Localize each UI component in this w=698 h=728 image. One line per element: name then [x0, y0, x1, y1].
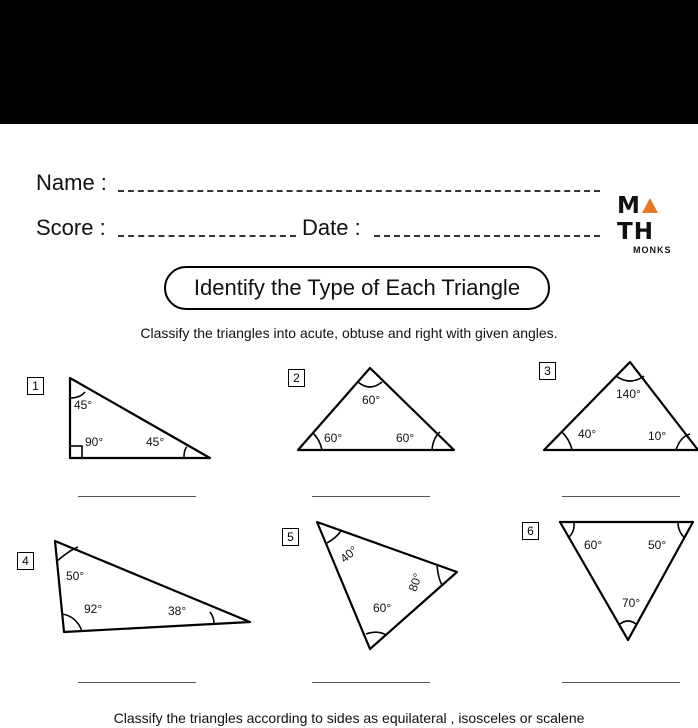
problem-number-3: 3 — [539, 362, 556, 380]
angle-label-1b: 90° — [85, 435, 104, 449]
logo-text-m: M — [617, 193, 641, 219]
right-angle-mark-1 — [70, 446, 82, 458]
angle-label-6b: 50° — [648, 538, 667, 552]
triangle-6 — [560, 522, 693, 640]
angle-label-3c: 10° — [648, 429, 667, 443]
angle-arc-4c — [210, 612, 214, 624]
title-text: Identify the Type of Each Triangle — [193, 275, 521, 300]
date-label: Date : — [302, 215, 361, 240]
angle-label-5c: 60° — [373, 601, 392, 615]
angle-label-2a: 60° — [362, 393, 381, 407]
instruction-top: Classify the triangles into acute, obtuse and right with given angles. — [140, 325, 558, 341]
problem-number-2: 2 — [288, 369, 305, 387]
angle-label-1a: 45° — [74, 398, 93, 412]
angle-arc-5b — [437, 565, 442, 585]
angle-label-5b: 80° — [405, 571, 425, 594]
logo-subtext: MONKS — [633, 245, 672, 255]
angle-label-2b: 60° — [324, 431, 343, 445]
angle-arc-5a — [327, 531, 341, 543]
angle-arc-6c — [620, 621, 636, 624]
problem-number-5: 5 — [282, 528, 299, 546]
angle-label-4a: 50° — [66, 569, 85, 583]
angle-arc-3a — [616, 376, 644, 381]
problem-number-4: 4 — [17, 552, 34, 570]
triangle-4 — [55, 541, 250, 632]
angle-label-1c: 45° — [146, 435, 165, 449]
angle-label-6a: 60° — [584, 538, 603, 552]
score-label: Score : — [36, 215, 106, 240]
angle-arc-6b — [678, 522, 685, 538]
angle-arc-1c — [184, 447, 187, 458]
problem-number-1: 1 — [27, 377, 44, 395]
triangle-5 — [317, 522, 457, 649]
angle-arc-5c — [366, 632, 386, 635]
angle-arc-4a — [57, 547, 78, 561]
angle-arc-4b — [62, 614, 82, 631]
angle-arc-3b — [562, 432, 572, 450]
triangle-2 — [298, 368, 454, 450]
angle-label-4c: 38° — [168, 604, 187, 618]
angle-label-3b: 40° — [578, 427, 597, 441]
angle-label-6c: 70° — [622, 596, 641, 610]
name-label: Name : — [36, 170, 107, 195]
angle-arc-2b — [313, 433, 322, 450]
angle-label-4b: 92° — [84, 602, 103, 616]
logo-text-th: TH — [617, 219, 654, 245]
problem-number-6: 6 — [522, 522, 539, 540]
angle-arc-2a — [358, 382, 382, 387]
angle-label-2c: 60° — [396, 431, 415, 445]
angle-label-3a: 140° — [616, 387, 641, 401]
angle-label-5a: 40° — [337, 543, 361, 566]
instruction-bottom: Classify the triangles according to sides as equilateral , isosceles or scalene — [113, 710, 585, 726]
